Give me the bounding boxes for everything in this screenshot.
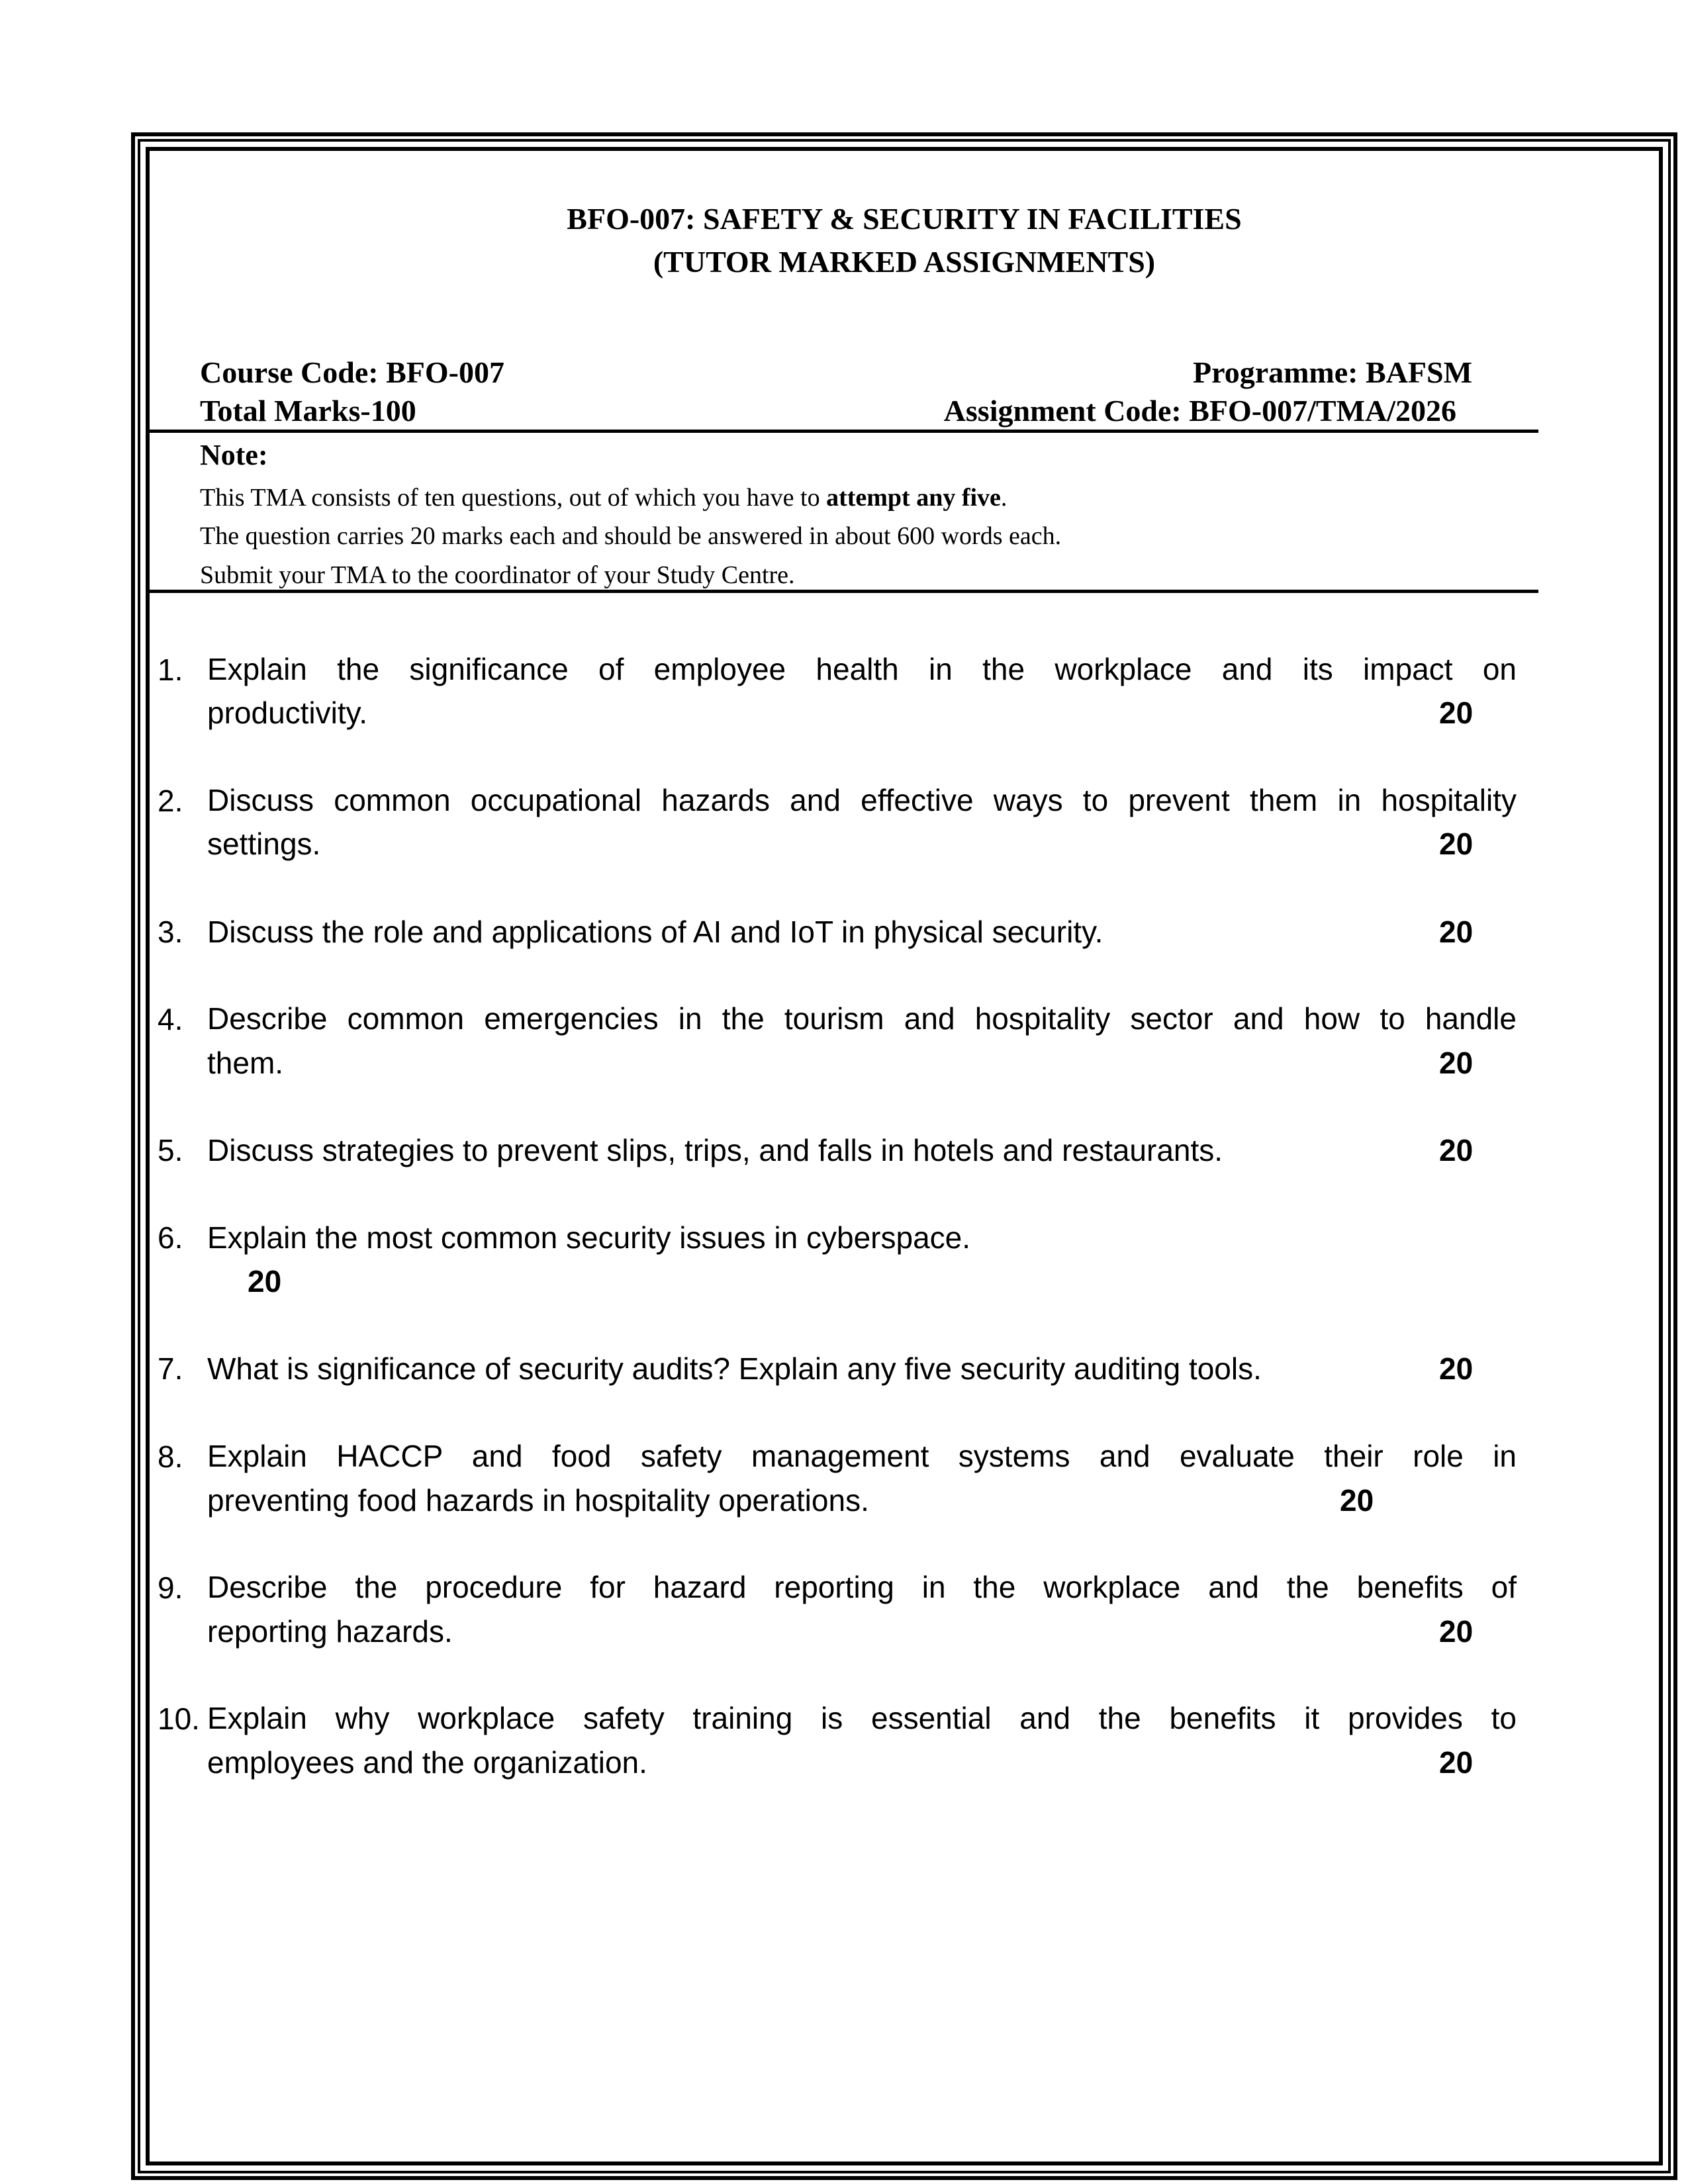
question-3-marks: 20 <box>1439 915 1474 949</box>
question-5-marks: 20 <box>1439 1133 1474 1167</box>
question-5-text: Discuss strategies to prevent slips, trips, and falls in hotels and restaurants. <box>207 1133 1223 1167</box>
question-1-text-cont: productivity. <box>207 696 368 730</box>
note-line-1-emphasis: attempt any five <box>826 484 1001 512</box>
question-4-text-cont: them. <box>207 1046 284 1080</box>
question-7-marks: 20 <box>1439 1351 1474 1386</box>
question-7-text: What is significance of security audits? Explain any five security auditing tools. <box>207 1351 1262 1386</box>
question-10-marks: 20 <box>1439 1745 1474 1780</box>
note-line-1-text: This TMA consists of ten questions, out of which you have to <box>200 484 827 512</box>
note-line-1 <box>200 485 1007 510</box>
note-line-1-end: . <box>1000 484 1008 512</box>
question-2-text-cont: settings. <box>207 827 321 861</box>
note-label: Note: <box>200 439 268 471</box>
question-9-text-cont: reporting hazards. <box>207 1614 453 1649</box>
programme: Programme: BAFSM <box>1193 355 1472 389</box>
question-1-text: Explain the significance of employee health in the workplace and its impact on <box>207 652 1517 686</box>
question-10-text-cont: employees and the organization. <box>207 1745 647 1780</box>
question-3-number: 3. <box>158 915 183 949</box>
question-6-number: 6. <box>158 1220 183 1255</box>
question-6-text: Explain the most common security issues in cyberspace. <box>207 1220 971 1255</box>
question-2-number: 2. <box>158 784 183 818</box>
question-8-text-cont: preventing food hazards in hospitality operations. <box>207 1483 869 1518</box>
question-5-number: 5. <box>158 1133 183 1167</box>
note-line-2: The question carries 20 marks each and should be answered in about 600 words each. <box>200 522 1062 550</box>
question-4-marks: 20 <box>1439 1046 1474 1080</box>
course-code: Course Code: BFO-007 <box>200 355 504 389</box>
question-1-marks: 20 <box>1439 696 1474 730</box>
question-2-marks: 20 <box>1439 827 1474 861</box>
question-9-marks: 20 <box>1439 1614 1474 1649</box>
assignment-code: Assignment Code: BFO-007/TMA/2026 <box>943 394 1456 428</box>
question-3-text: Discuss the role and applications of AI and IoT in physical security. <box>207 915 1103 949</box>
question-8-text: Explain HACCP and food safety management systems and evaluate their role in <box>207 1439 1517 1473</box>
document-subtitle: (TUTOR MARKED ASSIGNMENTS) <box>653 245 1156 279</box>
note-divider <box>150 590 1538 593</box>
question-9-number: 9. <box>158 1570 183 1605</box>
question-4-number: 4. <box>158 1002 183 1036</box>
question-6-marks: 20 <box>248 1264 282 1298</box>
header-divider <box>150 430 1538 433</box>
question-8-number: 8. <box>158 1439 183 1474</box>
question-1-number: 1. <box>158 653 183 687</box>
question-2-text: Discuss common occupational hazards and effective ways to prevent them in hospitality <box>207 783 1517 817</box>
question-4-text: Describe common emergencies in the tourism and hospitality sector and how to handle <box>207 1001 1517 1036</box>
question-9-text: Describe the procedure for hazard reporting in the workplace and the benefits of <box>207 1570 1517 1604</box>
total-marks: Total Marks-100 <box>200 394 416 428</box>
question-7-number: 7. <box>158 1351 183 1386</box>
question-8-marks: 20 <box>1340 1483 1374 1518</box>
document-title: BFO-007: SAFETY & SECURITY IN FACILITIES <box>567 202 1242 236</box>
question-10-number: 10. <box>158 1702 200 1736</box>
question-10-text: Explain why workplace safety training is essential and the benefits it provides to <box>207 1701 1517 1735</box>
note-line-3: Submit your TMA to the coordinator of your Study Centre. <box>200 561 795 589</box>
